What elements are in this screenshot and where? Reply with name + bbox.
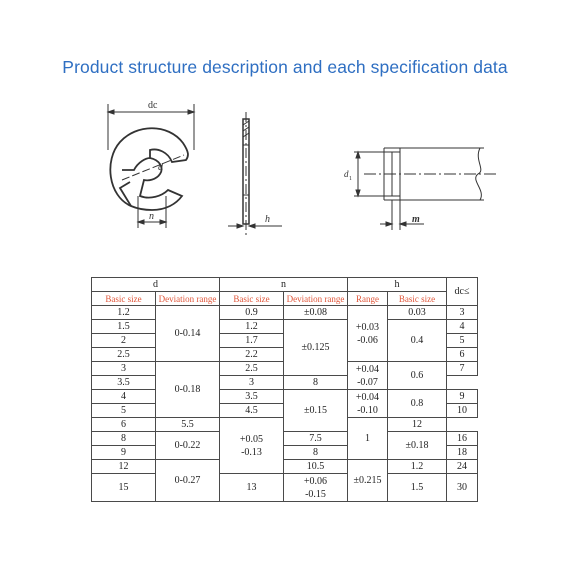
table-row (92, 306, 478, 320)
n-dev-cell: ±0.215 (348, 460, 388, 502)
h-basic-cell: 0.8 (388, 390, 447, 418)
table-sub-header-row (92, 292, 478, 306)
d-label: d (158, 162, 163, 173)
dc-cell: 3 (447, 306, 478, 320)
table-row (92, 474, 478, 502)
h-basic-cell: 1.2 (388, 460, 447, 474)
h-range-cell (348, 306, 388, 362)
h-basic-cell: 0.4 (388, 320, 447, 362)
table-group-header-row (92, 278, 478, 292)
table-row (92, 320, 478, 334)
dc-cell: 7 (447, 362, 478, 376)
d-basic-cell: 9 (92, 446, 156, 460)
n-basic-cell: 0.9 (220, 306, 284, 320)
d-basic-cell: 15 (92, 474, 156, 502)
n-basic-cell: 1.7 (220, 334, 284, 348)
n-basic-cell: 10.5 (284, 460, 348, 474)
n-dev-cell: ±0.08 (284, 306, 348, 320)
dc-cell: 30 (447, 474, 478, 502)
h-range-upper: +0.04 (355, 391, 380, 403)
d-basic-cell: 1.5 (92, 320, 156, 334)
dc-cell: 4 (447, 320, 478, 334)
h-range-cell (348, 362, 388, 390)
dc-cell: 12 (388, 418, 447, 432)
group-header-d: d (92, 278, 220, 292)
n-dev-cell: ±0.18 (388, 432, 447, 460)
d-dev-cell: 0-0.27 (156, 460, 220, 502)
d-dev-cell: 0-0.18 (156, 362, 220, 418)
d-basic-cell: 2.5 (92, 348, 156, 362)
dc-cell: 5 (447, 334, 478, 348)
technical-drawings (0, 90, 570, 250)
h-range-upper: +0.06 (303, 475, 328, 487)
h-range-upper: +0.05 (239, 433, 264, 445)
table-row (92, 432, 478, 446)
group-header-h: h (348, 278, 447, 292)
n-basic-cell: 8 (284, 446, 348, 460)
d-dev-cell: 0-0.14 (156, 306, 220, 362)
n-label: n (149, 211, 154, 222)
e-ring-front-view (108, 104, 194, 228)
n-basic-cell: 7.5 (284, 432, 348, 446)
dc-cell: 16 (447, 432, 478, 446)
page-title: Product structure description and each specification data (62, 57, 508, 77)
sub-header-n-dev: Deviation range (284, 292, 348, 306)
group-header-n: n (220, 278, 348, 292)
h-basic-cell: 0.6 (388, 362, 447, 390)
h-range-lower: -0.07 (357, 376, 378, 388)
d-basic-cell: 1.2 (92, 306, 156, 320)
d-basic-cell: 3 (92, 362, 156, 376)
m-label: m (412, 214, 420, 225)
dc-cell: 9 (447, 390, 478, 404)
e-ring-side-view (228, 112, 282, 236)
h-range-lower: -0.15 (305, 488, 326, 500)
d-basic-cell: 2 (92, 334, 156, 348)
h-range-cell (284, 474, 348, 502)
d1-label: d (344, 169, 349, 179)
dc-cell: 24 (447, 460, 478, 474)
d-basic-cell: 3.5 (92, 376, 156, 390)
n-dev-cell: ±0.15 (284, 390, 348, 432)
h-range-cell (348, 390, 388, 418)
h-label: h (265, 214, 270, 225)
h-range-lower: -0.10 (357, 404, 378, 416)
n-dev-cell: ±0.125 (284, 320, 348, 376)
shaft-groove-view (354, 148, 496, 230)
dc-cell: 8 (284, 376, 348, 390)
dc-label: dc (148, 100, 158, 111)
h-range-cell (220, 418, 284, 474)
n-basic-cell: 2.5 (220, 362, 284, 376)
h-basic-cell: 0.03 (388, 306, 447, 320)
table-row (92, 460, 478, 474)
sub-header-d-dev: Deviation range (156, 292, 220, 306)
h-basic-cell: 1.5 (388, 474, 447, 502)
dc-cell: 10 (447, 404, 478, 418)
d-basic-cell: 4 (92, 390, 156, 404)
n-basic-cell: 4.5 (220, 404, 284, 418)
n-basic-cell: 13 (220, 474, 284, 502)
d-basic-cell: 6 (92, 418, 156, 432)
h-range-upper: +0.03 (355, 321, 380, 333)
dc-cell: 6 (447, 348, 478, 362)
sub-header-h-basic: Basic size (388, 292, 447, 306)
sub-header-n-basic: Basic size (220, 292, 284, 306)
h-range-lower: -0.06 (357, 334, 378, 346)
n-basic-cell: 5.5 (156, 418, 220, 432)
d-basic-cell: 8 (92, 432, 156, 446)
h-range-lower: -0.13 (241, 446, 262, 458)
h-basic-cell: 1 (348, 418, 388, 460)
d-basic-cell: 12 (92, 460, 156, 474)
h-range-upper: +0.04 (355, 363, 380, 375)
header-dc: dc≤ (447, 278, 478, 306)
n-basic-cell: 2.2 (220, 348, 284, 362)
table-row (92, 390, 478, 404)
n-basic-cell: 1.2 (220, 320, 284, 334)
d-basic-cell: 5 (92, 404, 156, 418)
d1-subscript: 1 (349, 176, 352, 182)
sub-header-d-basic: Basic size (92, 292, 156, 306)
n-basic-cell: 3.5 (220, 390, 284, 404)
dc-cell: 18 (447, 446, 478, 460)
spec-table (91, 277, 478, 502)
sub-header-h-range: Range (348, 292, 388, 306)
n-basic-cell: 3 (220, 376, 284, 390)
d-dev-cell: 0-0.22 (156, 432, 220, 460)
